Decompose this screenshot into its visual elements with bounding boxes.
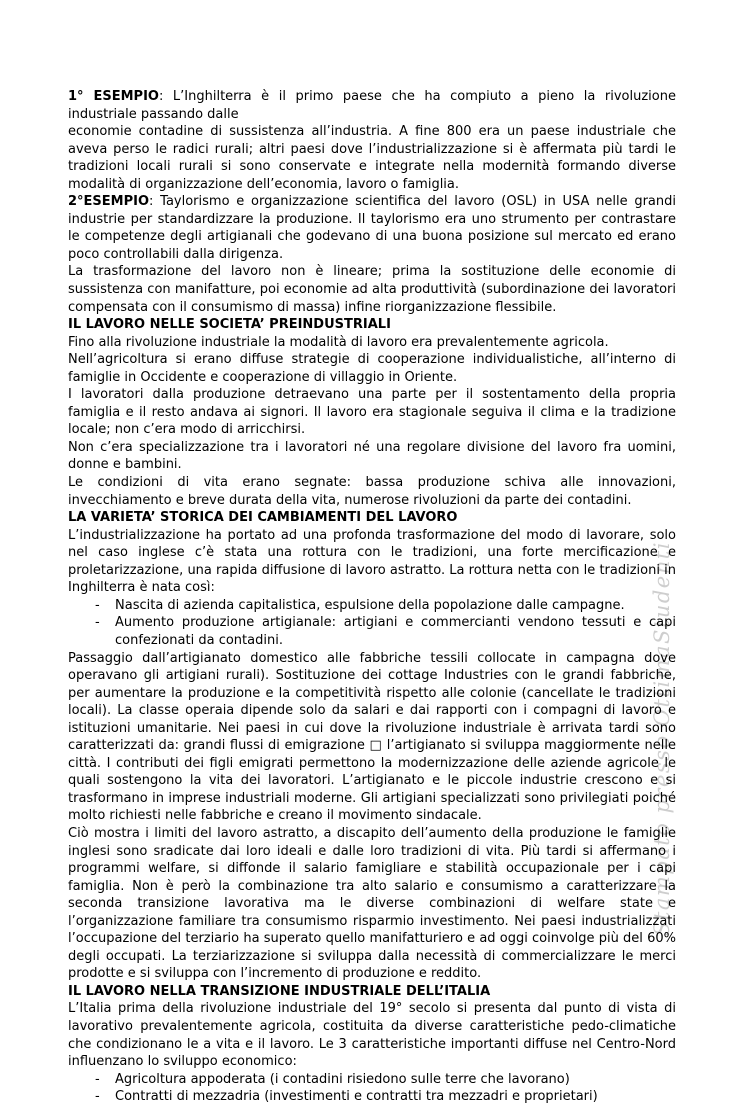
bullet-list [68, 597, 676, 650]
paragraph: economie contadine di sussistenza all’industria. A fine 800 era un paese industriale che aveva perso le radici rurali; altri paesi dove l’industrializzazione si è affermata più tardi le tradizioni locali rurali si sono conservate e integrate nella modernità formando diverse modalità di organizzazione dell’economia, lavoro o famiglia. [68, 124, 676, 192]
paragraph-lead-bold: 2°ESEMPIO [68, 194, 150, 210]
paragraph: Passaggio dall’artigianato domestico alle fabbriche tessili collocate in campagna dove operavano gli artigiani rurali). Sostituzione dei cottage Industries con le grandi fabbriche, per aumentare la produzione e la competitività rispetto alle colonie (cancellate le tradizioni locali). La classe operaia dipende solo da salari e dai rapporti con i compagni di lavoro e istituzioni umanitarie. Nei paesi in cui dove la rivoluzione industriale è arrivata tardi sono caratterizzati da: grandi flussi di emigrazione □ l’artigianato si sviluppa maggiormente nelle città. I contributi dei figli emigrati permettono la modernizzazione delle aziende agricole le quali sostengono la vita dei lavoratori. L’artigianato e le piccole industrie crescono e si trasformano in imprese industriali moderne. Gli artigiani specializzati sono privilegiati poiché molto richiesti nelle fabbriche e creano il movimento sindacale. [68, 650, 676, 824]
list-dash-marker: - [95, 597, 100, 613]
paragraph: Le condizioni di vita erano segnate: bassa produzione schiva alle innovazioni, invecchiamento e breve durata della vita, numerose rivoluzioni da parte dei contadini. [68, 475, 676, 508]
paragraph-esempio-1 [68, 88, 676, 123]
paragraph-lead-bold: 1° ESEMPIO [68, 89, 159, 104]
section-heading-preindustriali: IL LAVORO NELLE SOCIETA’ PREINDUSTRIALI [68, 317, 391, 333]
list-item-text: Agricoltura appoderata (i contadini risiedono sulle terre che lavorano) [115, 1071, 570, 1087]
list-item [68, 1071, 676, 1089]
list-item [68, 1088, 676, 1106]
paragraph: Fino alla rivoluzione industriale la modalità di lavoro era prevalentemente agricola. [68, 334, 609, 350]
paragraph-text: : Taylorismo e organizzazione scientifica del lavoro (OSL) in USA nelle grandi industrie per standardizzare la produzione. Il taylorismo era uno strumento per contrastare le competenze degli artigianali che godevano di una buona posizione sul mercato ed erano poco controllabili dalla dirigenza. [68, 194, 676, 262]
paragraph-esempio-2 [68, 193, 676, 263]
paragraph: Ciò mostra i limiti del lavoro astratto, a discapito dell’aumento della produzione le famiglie inglesi sono sradicate dai loro ideali e dalle loro tradizioni di vita. Più tardi si affermano i programmi welfare, si diffonde il salario famigliare e stabilità occupazionale per i capi famiglia. Non è però la combinazione tra alto salario e consumismo a caratterizzare la seconda transizione lavorativa ma le diverse combinazioni di welfare state e l’organizzazione familiare tra consumismo risparmio investimento. Nei paesi industrializzati l’occupazione del terziario ha superato quello manifatturiero e ad oggi coinvolge più del 60% degli occupati. La terziarizzazione si sviluppa dalla necessità di commercializzare le merci prodotte e si sviluppa con l’incremento di produzione e reddito. [68, 825, 676, 982]
paragraph: L’Italia prima della rivoluzione industriale del 19° secolo si presenta dal punto di vista di lavorativo prevalentemente agricola, costituita da diverse caratteristiche pedo-climatiche che condizionano le a vita e il lavoro. Le 3 caratteristiche importanti diffuse nel Centro-Nord influenzano lo sviluppo economico: [68, 1001, 676, 1070]
list-dash-marker: - [95, 1071, 100, 1087]
list-item [68, 614, 676, 649]
paragraph: La trasformazione del lavoro non è lineare; prima la sostituzione delle economie di sussistenza con manifatture, poi economie ad alta produttività (subordinazione dei lavoratori compensata con il consumismo di massa) infine riorganizzazione flessibile. [68, 264, 676, 315]
list-item-text: Nascita di azienda capitalistica, espulsione della popolazione dalle campagne. [115, 597, 625, 613]
paragraph: I lavoratori dalla produzione detraevano una parte per il sostentamento della propria famiglia e il resto andava ai signori. Il lavoro era stagionale seguiva il clima e la tradizione locale; non c’era modo di arricchirsi. [68, 387, 676, 438]
list-dash-marker: - [95, 615, 100, 631]
section-heading-transizione-italia: IL LAVORO NELLA TRANSIZIONE INDUSTRIALE DELL’ITALIA [68, 983, 491, 999]
document-body [68, 88, 676, 1106]
list-dash-marker: - [95, 1089, 100, 1105]
watermark: Stampato presso OttimaStudenti [650, 541, 674, 936]
paragraph-text: : L’Inghilterra è il primo paese che ha compiuto a pieno la rivoluzione industriale passando dalle [68, 89, 676, 122]
paragraph: L’industrializzazione ha portato ad una profonda trasformazione del modo di lavorare, solo nel caso inglese c’è stata una rottura con le tradizioni, una forte mercificazione e proletarizzazione, una rapida diffusione di lavoro astratto. La rottura netta con le tradizioni in Inghilterra è nata così: [68, 527, 676, 596]
list-item [68, 597, 676, 615]
section-heading-varieta-storica: LA VARIETA’ STORICA DEI CAMBIAMENTI DEL LAVORO [68, 510, 458, 526]
list-item-text: Aumento produzione artigianale: artigiani e commercianti vendono tessuti e capi confezionati da contadini. [115, 615, 676, 648]
paragraph: Non c’era specializzazione tra i lavoratori né una regolare divisione del lavoro fra uomini, donne e bambini. [68, 439, 676, 473]
bullet-list [68, 1071, 676, 1106]
list-item-text: Contratti di mezzadria (investimenti e contratti tra mezzadri e proprietari) [115, 1089, 598, 1105]
paragraph: Nell’agricoltura si erano diffuse strategie di cooperazione individualistiche, all’interno di famiglie in Occidente e cooperazione di villaggio in Oriente. [68, 352, 676, 385]
